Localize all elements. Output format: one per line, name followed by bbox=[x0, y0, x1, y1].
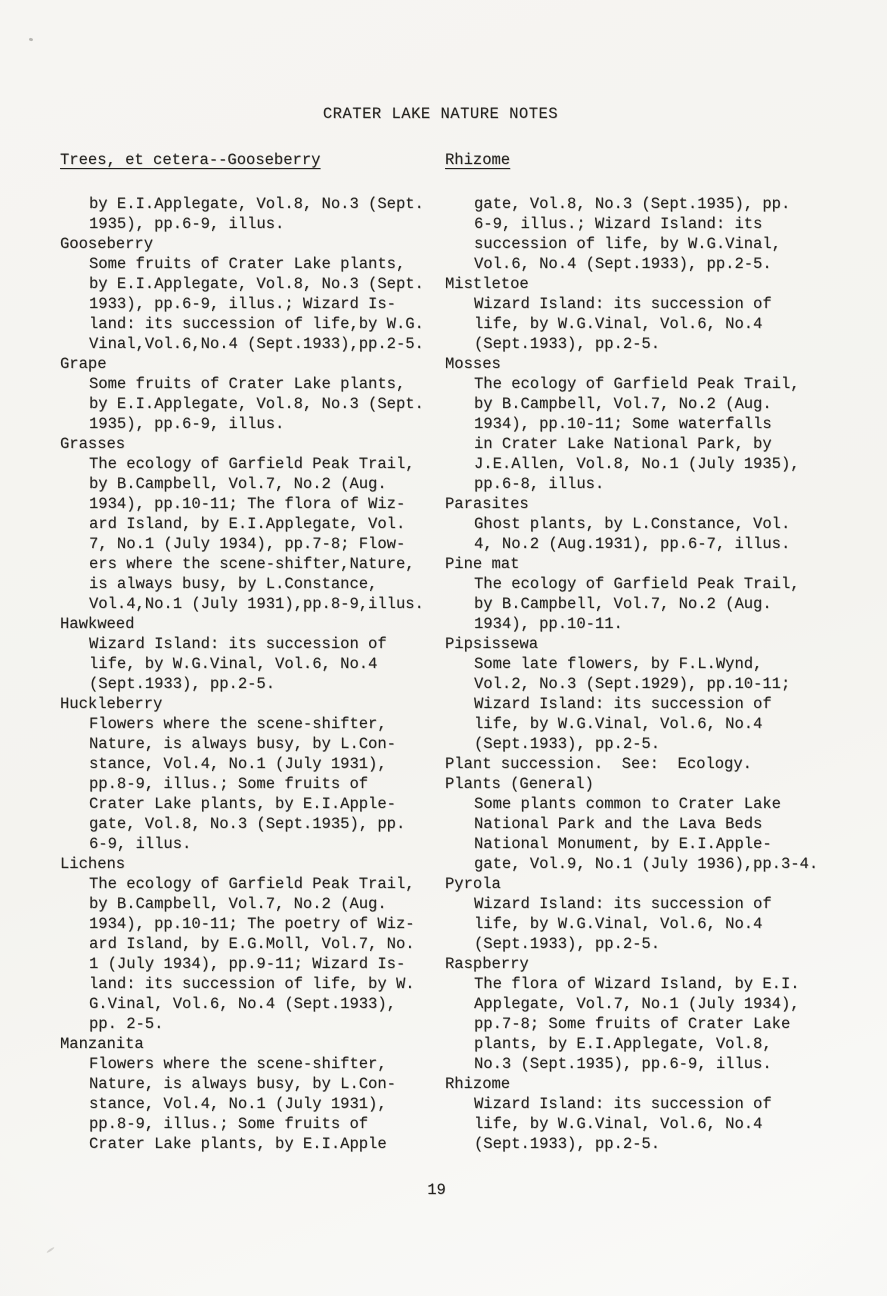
index-entry-line: pp.7-8; Some fruits of Crater Lake bbox=[474, 1015, 791, 1033]
index-entry-line: is always busy, by L.Constance, bbox=[89, 575, 378, 593]
index-entry-line: ard Island, by E.G.Moll, Vol.7, No. bbox=[89, 935, 415, 953]
index-topic-line: Mistletoe bbox=[445, 275, 529, 293]
index-entry-line: by E.I.Applegate, Vol.8, No.3 (Sept. bbox=[89, 195, 424, 213]
index-topic-line: Plant succession. See: Ecology. bbox=[445, 755, 752, 773]
index-entry-line: 1934), pp.10-11. bbox=[474, 615, 623, 633]
index-topic-line: Pyrola bbox=[445, 875, 501, 893]
right-column-heading: Rhizome bbox=[445, 151, 511, 169]
index-entry-line: National Monument, by E.I.Apple- bbox=[474, 835, 772, 853]
index-entry-line: Flowers where the scene-shifter, bbox=[89, 715, 387, 733]
index-topic-line: Gooseberry bbox=[60, 235, 154, 253]
index-entry-line: (Sept.1933), pp.2-5. bbox=[474, 935, 661, 953]
index-entry-line: (Sept.1933), pp.2-5. bbox=[474, 335, 661, 353]
index-entry-line: land: its succession of life,by W.G. bbox=[89, 315, 424, 333]
index-entry-line: life, by W.G.Vinal, Vol.6, No.4 bbox=[474, 715, 763, 733]
index-entry-line: No.3 (Sept.1935), pp.6-9, illus. bbox=[474, 1055, 772, 1073]
index-entry-line: Some plants common to Crater Lake bbox=[474, 795, 781, 813]
index-entry-line: 6-9, illus. bbox=[89, 835, 192, 853]
index-entry-line: Vol.2, No.3 (Sept.1929), pp.10-11; bbox=[474, 675, 791, 693]
index-entry-line: pp. 2-5. bbox=[89, 1015, 164, 1033]
index-entry-line: G.Vinal, Vol.6, No.4 (Sept.1933), bbox=[89, 995, 396, 1013]
index-entry-line: The ecology of Garfield Peak Trail, bbox=[89, 875, 415, 893]
index-entry-line: J.E.Allen, Vol.8, No.1 (July 1935), bbox=[474, 455, 800, 473]
index-entry-line: Some fruits of Crater Lake plants, bbox=[89, 255, 406, 273]
index-entry-line: The flora of Wizard Island, by E.I. bbox=[474, 975, 800, 993]
index-topic-line: Raspberry bbox=[445, 955, 529, 973]
index-entry-line: by B.Campbell, Vol.7, No.2 (Aug. bbox=[474, 595, 772, 613]
index-entry-line: 1935), pp.6-9, illus. bbox=[89, 415, 285, 433]
index-entry-line: gate, Vol.9, No.1 (July 1936),pp.3-4. bbox=[474, 855, 819, 873]
index-entry-line: pp.8-9, illus.; Some fruits of bbox=[89, 1115, 369, 1133]
index-entry-line: Nature, is always busy, by L.Con- bbox=[89, 735, 396, 753]
page-title: CRATER LAKE NATURE NOTES bbox=[322, 105, 559, 123]
index-entry-line: Vinal,Vol.6,No.4 (Sept.1933),pp.2-5. bbox=[89, 335, 424, 353]
index-entry-line: 1935), pp.6-9, illus. bbox=[89, 215, 285, 233]
index-entry-line: Flowers where the scene-shifter, bbox=[89, 1055, 387, 1073]
left-column bbox=[60, 150, 456, 1154]
index-topic-line: Hawkweed bbox=[60, 615, 135, 633]
index-entry-line: ers where the scene-shifter,Nature, bbox=[89, 555, 415, 573]
index-entry-line: (Sept.1933), pp.2-5. bbox=[474, 1135, 661, 1153]
index-entry-line: (Sept.1933), pp.2-5. bbox=[474, 735, 661, 753]
index-entry-line: Some late flowers, by F.L.Wynd, bbox=[474, 655, 763, 673]
index-topic-line: Grape bbox=[60, 355, 107, 373]
index-entry-line: Crater Lake plants, by E.I.Apple bbox=[89, 1135, 387, 1153]
index-entry-line: life, by W.G.Vinal, Vol.6, No.4 bbox=[474, 315, 763, 333]
index-entry-line: stance, Vol.4, No.1 (July 1931), bbox=[89, 1095, 387, 1113]
index-entry-line: pp.8-9, illus.; Some fruits of bbox=[89, 775, 369, 793]
index-topic-line: Pipsissewa bbox=[445, 635, 539, 653]
index-entry-line: gate, Vol.8, No.3 (Sept.1935), pp. bbox=[89, 815, 406, 833]
index-entry-line: Vol.6, No.4 (Sept.1933), pp.2-5. bbox=[474, 255, 772, 273]
index-entry-line: succession of life, by W.G.Vinal, bbox=[474, 235, 781, 253]
index-entry-line: (Sept.1933), pp.2-5. bbox=[89, 675, 276, 693]
index-entry-line: Wizard Island: its succession of bbox=[474, 295, 772, 313]
index-entry-line: Nature, is always busy, by L.Con- bbox=[89, 1075, 396, 1093]
index-topic-line: Lichens bbox=[60, 855, 126, 873]
index-entry-line: life, by W.G.Vinal, Vol.6, No.4 bbox=[474, 915, 763, 933]
index-topic-line: Grasses bbox=[60, 435, 126, 453]
index-entry-line: National Park and the Lava Beds bbox=[474, 815, 763, 833]
index-entry-line: stance, Vol.4, No.1 (July 1931), bbox=[89, 755, 387, 773]
index-entry-line: The ecology of Garfield Peak Trail, bbox=[89, 455, 415, 473]
index-topic-line: Parasites bbox=[445, 495, 529, 513]
index-entry-line: Wizard Island: its succession of bbox=[474, 1095, 772, 1113]
index-entry-line: 1934), pp.10-11; The flora of Wiz- bbox=[89, 495, 406, 513]
left-column-heading: Trees, et cetera--Gooseberry bbox=[60, 151, 321, 169]
index-entry-line: by B.Campbell, Vol.7, No.2 (Aug. bbox=[474, 395, 772, 413]
index-entry-line: The ecology of Garfield Peak Trail, bbox=[474, 575, 800, 593]
index-entry-line: by B.Campbell, Vol.7, No.2 (Aug. bbox=[89, 895, 387, 913]
index-entry-line: 6-9, illus.; Wizard Island: its bbox=[474, 215, 763, 233]
index-topic-line: Huckleberry bbox=[60, 695, 163, 713]
scan-speck-artifact bbox=[29, 37, 34, 41]
index-entry-line: 7, No.1 (July 1934), pp.7-8; Flow- bbox=[89, 535, 406, 553]
index-entry-line: Ghost plants, by L.Constance, Vol. bbox=[474, 515, 791, 533]
scan-smudge-artifact bbox=[46, 1247, 55, 1254]
index-entry-line: life, by W.G.Vinal, Vol.6, No.4 bbox=[89, 655, 378, 673]
index-entry-line: plants, by E.I.Applegate, Vol.8, bbox=[474, 1035, 772, 1053]
index-entry-line: Crater Lake plants, by E.I.Apple- bbox=[89, 795, 396, 813]
index-entry-line: life, by W.G.Vinal, Vol.6, No.4 bbox=[474, 1115, 763, 1133]
left-column-entries bbox=[60, 194, 456, 1154]
index-entry-line: The ecology of Garfield Peak Trail, bbox=[474, 375, 800, 393]
index-entry-line: by E.I.Applegate, Vol.8, No.3 (Sept. bbox=[89, 395, 424, 413]
index-entry-line: 1934), pp.10-11; The poetry of Wiz- bbox=[89, 915, 415, 933]
index-entry-line: land: its succession of life, by W. bbox=[89, 975, 415, 993]
index-entry-line: Wizard Island: its succession of bbox=[89, 635, 387, 653]
index-topic-line: Rhizome bbox=[445, 1075, 511, 1093]
index-entry-line: 1934), pp.10-11; Some waterfalls bbox=[474, 415, 772, 433]
index-entry-line: in Crater Lake National Park, by bbox=[474, 435, 772, 453]
index-topic-line: Pine mat bbox=[445, 555, 520, 573]
index-topic-line: Manzanita bbox=[60, 1035, 144, 1053]
right-column bbox=[445, 150, 849, 1154]
index-entry-line: Some fruits of Crater Lake plants, bbox=[89, 375, 406, 393]
index-entry-line: Vol.4,No.1 (July 1931),pp.8-9,illus. bbox=[89, 595, 424, 613]
index-entry-line: Wizard Island: its succession of bbox=[474, 695, 772, 713]
index-entry-line: by B.Campbell, Vol.7, No.2 (Aug. bbox=[89, 475, 387, 493]
page-number: 19 bbox=[427, 1181, 446, 1199]
index-entry-line: Wizard Island: its succession of bbox=[474, 895, 772, 913]
index-entry-line: 1933), pp.6-9, illus.; Wizard Is- bbox=[89, 295, 396, 313]
index-entry-line: pp.6-8, illus. bbox=[474, 475, 605, 493]
index-entry-line: ard Island, by E.I.Applegate, Vol. bbox=[89, 515, 406, 533]
index-entry-line: 1 (July 1934), pp.9-11; Wizard Is- bbox=[89, 955, 406, 973]
index-entry-line: Applegate, Vol.7, No.1 (July 1934), bbox=[474, 995, 800, 1013]
index-entry-line: gate, Vol.8, No.3 (Sept.1935), pp. bbox=[474, 195, 791, 213]
index-topic-line: Mosses bbox=[445, 355, 501, 373]
index-entry-line: 4, No.2 (Aug.1931), pp.6-7, illus. bbox=[474, 535, 791, 553]
right-column-entries bbox=[445, 194, 849, 1154]
index-topic-line: Plants (General) bbox=[445, 775, 594, 793]
index-entry-line: by E.I.Applegate, Vol.8, No.3 (Sept. bbox=[89, 275, 424, 293]
